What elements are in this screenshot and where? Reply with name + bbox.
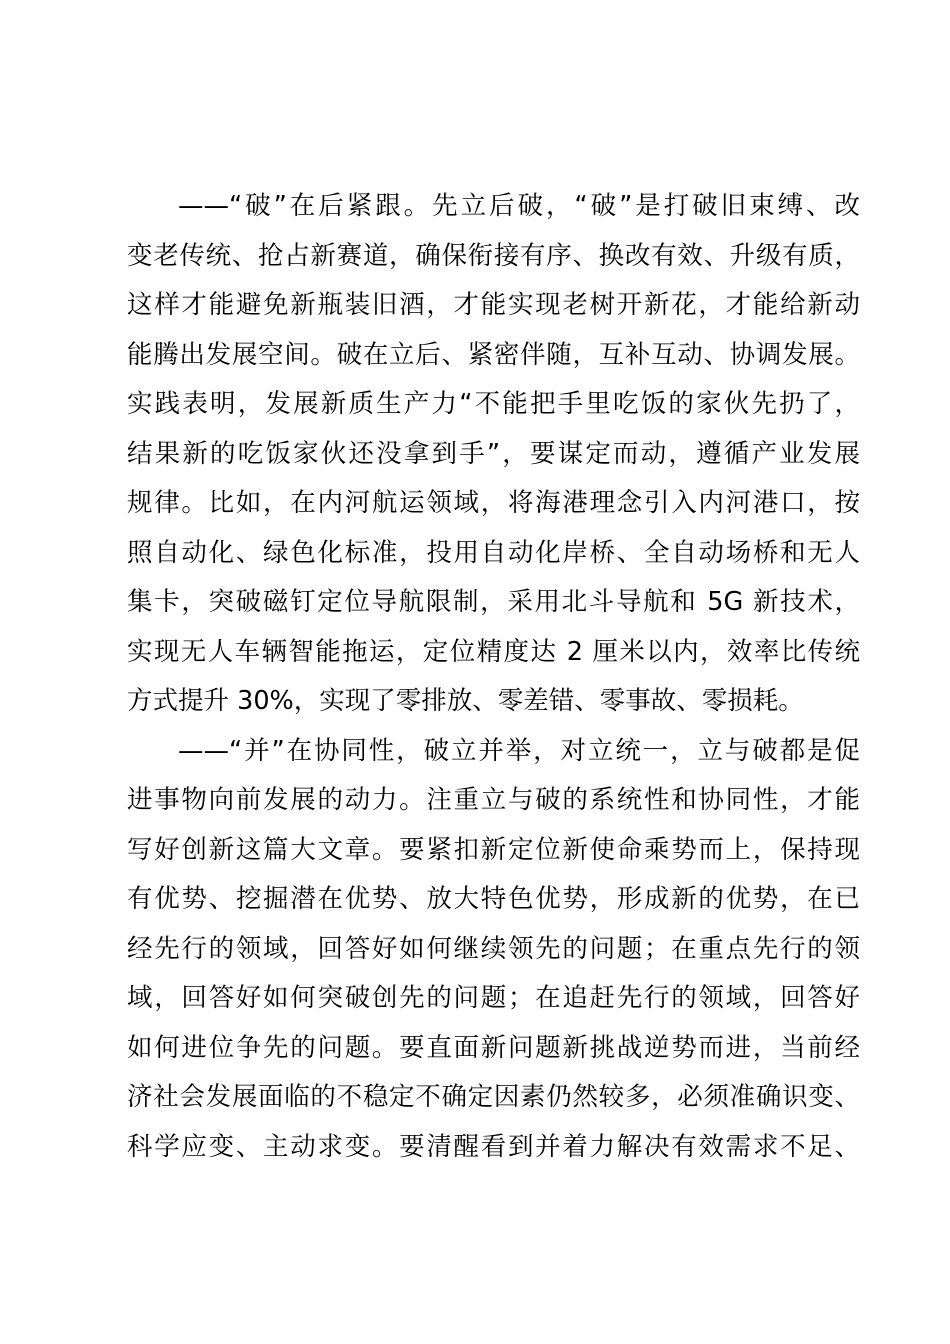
paragraph-line: 方式提升 30%，实现了零排放、零差错、零事故、零损耗。: [127, 686, 804, 716]
paragraph-line: 写好创新这篇大文章。要紧扣新定位新使命乘势而上，保持现: [127, 834, 860, 865]
paragraph-line: ——“并”在协同性，破立并举，对立统一，立与破都是促: [178, 735, 860, 766]
paragraph-line: 济社会发展面临的不稳定不确定因素仍然较多，必须准确识变、: [127, 1082, 860, 1112]
paragraph-line: 能腾出发展空间。破在立后、紧密伴随，互补互动、协调发展。: [127, 339, 860, 370]
paragraph-line: 实现无人车辆智能拖运，定位精度达 2 厘米以内，效率比传统: [127, 636, 860, 667]
paragraph-line: 域，回答好如何突破创先的问题；在追赶先行的领域，回答好: [127, 983, 860, 1013]
paragraph-line: 规律。比如，在内河航运领域，将海港理念引入内河港口，按: [127, 488, 860, 518]
paragraph-line: 如何进位争先的问题。要直面新问题新挑战逆势而进，当前经: [127, 1032, 860, 1063]
paragraph-line: ——“破”在后紧跟。先立后破，“破”是打破旧束缚、改: [178, 191, 860, 221]
paragraph-bing: [127, 727, 860, 1173]
paragraph-po: [127, 182, 860, 727]
paragraph-line: 集卡，突破磁钉定位导航限制，采用北斗导航和 5G 新技术，: [127, 587, 860, 617]
paragraph-line: 进事物向前发展的动力。注重立与破的系统性和协同性，才能: [127, 785, 860, 815]
paragraph-line: 科学应变、主动求变。要清醒看到并着力解决有效需求不足、: [127, 1131, 860, 1162]
paragraph-line: 有优势、挖掘潜在优势、放大特色优势，形成新的优势，在已: [127, 884, 860, 914]
paragraph-line: 这样才能避免新瓶装旧酒，才能实现老树开新花，才能给新动: [127, 290, 860, 320]
paragraph-line: 经先行的领域，回答好如何继续领先的问题；在重点先行的领: [127, 933, 860, 964]
paragraph-line: 照自动化、绿色化标准，投用自动化岸桥、全自动场桥和无人: [127, 537, 860, 568]
paragraph-line: 结果新的吃饭家伙还没拿到手”，要谋定而动，遵循产业发展: [127, 438, 860, 469]
body-text: [127, 182, 860, 1172]
paragraph-line: 实践表明，发展新质生产力“不能把手里吃饭的家伙先扔了，: [127, 389, 860, 419]
paragraph-line: 变老传统、抢占新赛道，确保衔接有序、换改有效、升级有质，: [127, 240, 860, 271]
